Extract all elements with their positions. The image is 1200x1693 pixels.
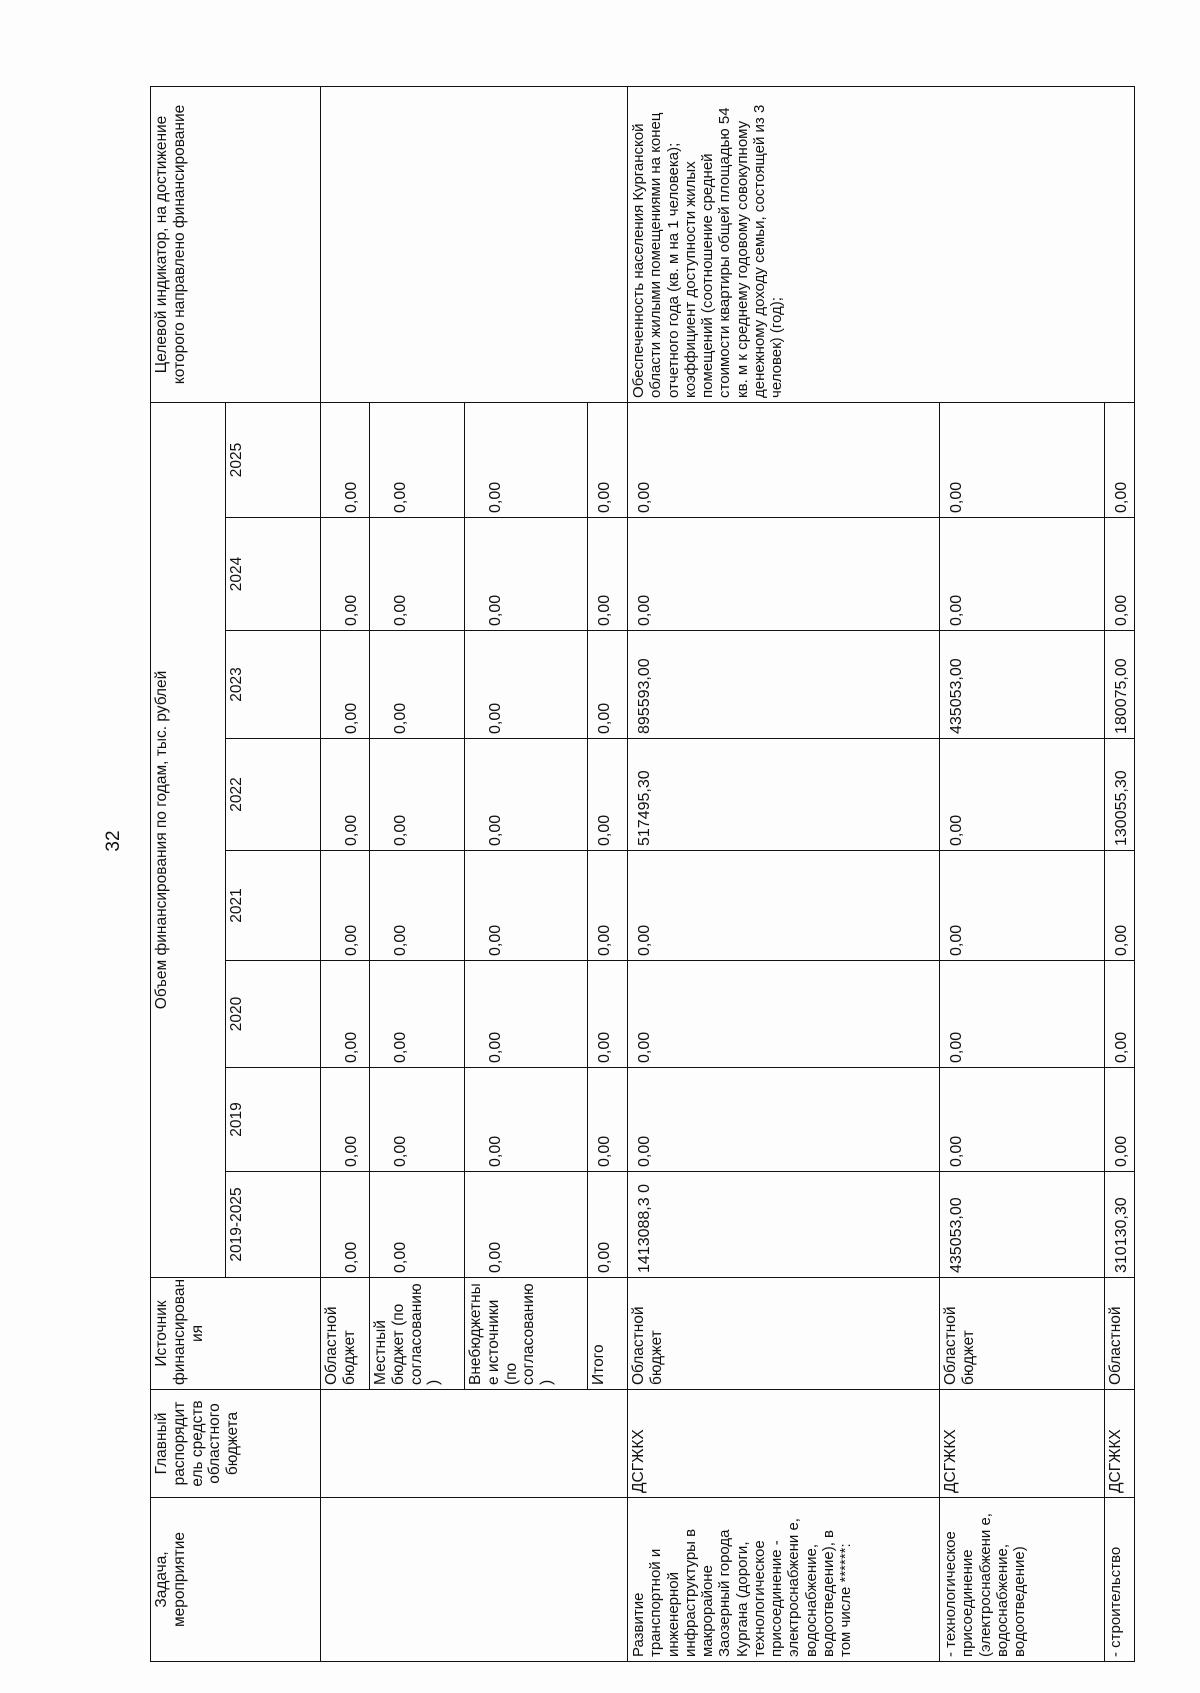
- header-indicator: Целевой индикатор, на достижение которого направлено финансирование: [151, 86, 321, 402]
- value-cell: 0,00: [940, 518, 1105, 631]
- header-source: Источник финансирован ия: [151, 1278, 321, 1390]
- header-volume: Объем финансирования по годам, тыс. рублей: [151, 402, 226, 1277]
- task-cell: - строительство: [1105, 1498, 1135, 1662]
- value-cell: 0,00: [465, 1068, 588, 1172]
- value-cell: 0,00: [465, 739, 588, 851]
- value-cell: 0,00: [321, 739, 370, 851]
- value-cell: 0,00: [465, 402, 588, 517]
- value-cell: 0,00: [588, 961, 628, 1068]
- header-year: 2021: [226, 851, 321, 961]
- header-year: 2022: [226, 739, 321, 851]
- value-cell: 0,00: [588, 402, 628, 517]
- task-cell: - технологическое присоединение (электроснабжени е, водоснабжение, водоотведение): [940, 1498, 1105, 1662]
- value-cell: 0,00: [940, 402, 1105, 517]
- value-cell: 0,00: [370, 1068, 465, 1172]
- value-cell: 0,00: [588, 518, 628, 631]
- value-cell: 130055,30: [1105, 739, 1135, 851]
- value-cell: 0,00: [321, 851, 370, 961]
- value-cell: 0,00: [370, 1172, 465, 1278]
- header-year: 2019: [226, 1068, 321, 1172]
- source-cell: Областной бюджет: [321, 1278, 370, 1390]
- value-cell: 0,00: [588, 739, 628, 851]
- distributor-cell-empty: [321, 1390, 628, 1498]
- value-cell: 0,00: [588, 1068, 628, 1172]
- value-cell: 0,00: [370, 631, 465, 739]
- value-cell: 310130,30: [1105, 1172, 1135, 1278]
- header-year: 2025: [226, 402, 321, 517]
- header-year: 2020: [226, 961, 321, 1068]
- value-cell: 0,00: [465, 631, 588, 739]
- indicator-cell-empty: [321, 86, 628, 402]
- value-cell: 0,00: [1105, 851, 1135, 961]
- value-cell: 180075,00: [1105, 631, 1135, 739]
- value-cell: 0,00: [370, 851, 465, 961]
- value-cell: 895593,00: [628, 631, 940, 739]
- value-cell: 0,00: [1105, 1068, 1135, 1172]
- value-cell: 435053,00: [940, 631, 1105, 739]
- value-cell: 0,00: [370, 518, 465, 631]
- value-cell: 0,00: [940, 1068, 1105, 1172]
- value-cell: 0,00: [370, 961, 465, 1068]
- value-cell: 0,00: [321, 1172, 370, 1278]
- value-cell: 0,00: [1105, 402, 1135, 517]
- value-cell: 0,00: [940, 851, 1105, 961]
- value-cell: 0,00: [628, 851, 940, 961]
- source-cell: Внебюджетны е источники (по согласованию ): [465, 1278, 588, 1390]
- value-cell: 0,00: [321, 631, 370, 739]
- header-year: 2024: [226, 518, 321, 631]
- value-cell: 0,00: [370, 402, 465, 517]
- value-cell: 0,00: [1105, 961, 1135, 1068]
- value-cell: 0,00: [628, 402, 940, 517]
- source-cell: Областной бюджет: [628, 1278, 940, 1390]
- value-cell: 0,00: [465, 1172, 588, 1278]
- value-cell: 0,00: [628, 1068, 940, 1172]
- value-cell: 1413088,3 0: [628, 1172, 940, 1278]
- source-cell: Областной бюджет: [940, 1278, 1105, 1390]
- value-cell: 0,00: [628, 518, 940, 631]
- header-distributor: Главный распорядит ель средств областного бюджета: [151, 1390, 321, 1498]
- rotated-table-container: [150, 87, 1130, 1662]
- table-row: [321, 86, 370, 1661]
- distributor-cell: ДСГЖКХ: [628, 1390, 940, 1498]
- value-cell: 0,00: [370, 739, 465, 851]
- page-number: 32: [103, 830, 124, 852]
- value-cell: 0,00: [628, 961, 940, 1068]
- value-cell: 0,00: [588, 1172, 628, 1278]
- header-year: 2019-2025: [226, 1172, 321, 1278]
- indicator-cell: Обеспеченность населения Курганской области жилыми помещениями на конец отчетного года (кв. м на 1 человека); коэффициент доступности жилых помещений (соотношение средней стоимости квартиры общей площадью 54 кв. м к среднему годовому совокупному денежному доходу семьи, состоящей из 3 человек) (год);: [628, 86, 1135, 402]
- value-cell: 0,00: [321, 1068, 370, 1172]
- value-cell: 0,00: [588, 631, 628, 739]
- header-year: 2023: [226, 631, 321, 739]
- value-cell: 0,00: [1105, 518, 1135, 631]
- value-cell: 0,00: [321, 518, 370, 631]
- value-cell: 0,00: [940, 961, 1105, 1068]
- value-cell: 517495,30: [628, 739, 940, 851]
- value-cell: 0,00: [465, 961, 588, 1068]
- source-cell: Итого: [588, 1278, 628, 1390]
- value-cell: 0,00: [465, 851, 588, 961]
- value-cell: 0,00: [940, 739, 1105, 851]
- value-cell: 0,00: [588, 851, 628, 961]
- financing-table: [150, 86, 1135, 1662]
- header-row-1: [151, 86, 226, 1661]
- value-cell: 435053,00: [940, 1172, 1105, 1278]
- distributor-cell: ДСГЖКХ: [1105, 1390, 1135, 1498]
- value-cell: 0,00: [321, 402, 370, 517]
- source-cell: Областной: [1105, 1278, 1135, 1390]
- table-row: [628, 86, 940, 1661]
- task-cell: Развитие транспортной и инженерной инфраструктуры в макрорайоне Заозерный города Кургана (дороги, технологическое присоединение - электроснабжени е, водоснабжение, водоотведение), в том числе ******:: [628, 1498, 940, 1662]
- value-cell: 0,00: [321, 961, 370, 1068]
- value-cell: 0,00: [465, 518, 588, 631]
- source-cell: Местный бюджет (по согласованию ): [370, 1278, 465, 1390]
- task-cell-empty: [321, 1498, 628, 1662]
- distributor-cell: ДСГЖКХ: [940, 1390, 1105, 1498]
- header-task: Задача, мероприятие: [151, 1498, 321, 1662]
